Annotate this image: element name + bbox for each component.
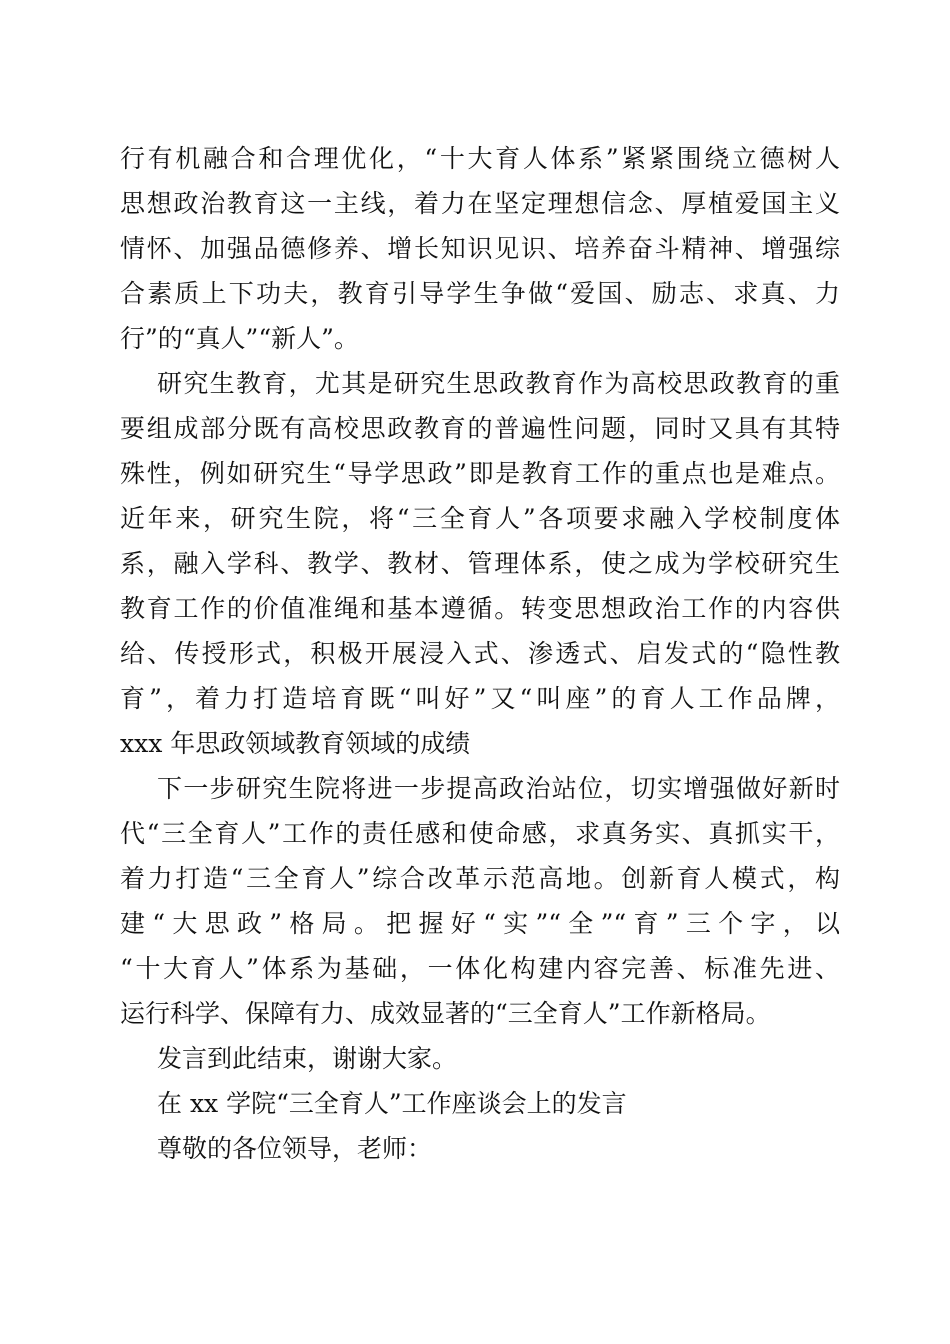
speech-title: 在 xx 学院“三全育人”工作座谈会上的发言 xyxy=(157,1089,627,1118)
text-line: 行”的“真人”“新人”。 xyxy=(120,324,359,353)
text-line: 思想政治教育这一主线，着力在坚定理想信念、厚植爱国主义 xyxy=(120,189,840,218)
text-line: 建“大思政”格局。把握好“实”“全”“育”三个字，以 xyxy=(120,909,840,938)
text-line: 育”，着力打造培育既“叫好”又“叫座”的育人工作品牌， xyxy=(120,684,840,713)
text-line: 给、传授形式，积极开展浸入式、渗透式、启发式的“隐性教 xyxy=(120,639,840,668)
text-line: 代“三全育人”工作的责任感和使命感，求真务实、真抓实干， xyxy=(120,819,840,848)
text-line: 要组成部分既有高校思政教育的普遍性问题，同时又具有其特 xyxy=(120,414,840,443)
text-line: 合素质上下功夫，教育引导学生争做“爱国、励志、求真、力 xyxy=(120,279,840,308)
paragraph-start-line: 下一步研究生院将进一步提高政治站位，切实增强做好新时 xyxy=(157,774,840,803)
text-line: 教育工作的价值准绳和基本遵循。转变思想政治工作的内容供 xyxy=(120,594,840,623)
text-line: 运行科学、保障有力、成效显著的“三全育人”工作新格局。 xyxy=(120,999,771,1028)
text-line: 情怀、加强品德修养、增长知识见识、培养奋斗精神、增强综 xyxy=(120,234,840,263)
text-line: “十大育人”体系为基础，一体化构建内容完善、标准先进、 xyxy=(120,954,840,983)
text-line: 系，融入学科、教学、教材、管理体系，使之成为学校研究生 xyxy=(120,549,840,578)
closing-line: 发言到此结束，谢谢大家。 xyxy=(157,1044,458,1073)
text-line: 殊性，例如研究生“导学思政”即是教育工作的重点也是难点。 xyxy=(120,459,840,488)
paragraph-start-line: 研究生教育，尤其是研究生思政教育作为高校思政教育的重 xyxy=(157,369,840,398)
text-line: 近年来，研究生院，将“三全育人”各项要求融入学校制度体 xyxy=(120,504,840,533)
text-line: 着力打造“三全育人”综合改革示范高地。创新育人模式，构 xyxy=(120,864,840,893)
text-line: xxx 年思政领域教育领域的成绩 xyxy=(120,729,471,758)
salutation: 尊敬的各位领导，老师： xyxy=(157,1134,433,1163)
text-line: 行有机融合和合理优化，“十大育人体系”紧紧围绕立德树人 xyxy=(120,144,840,173)
